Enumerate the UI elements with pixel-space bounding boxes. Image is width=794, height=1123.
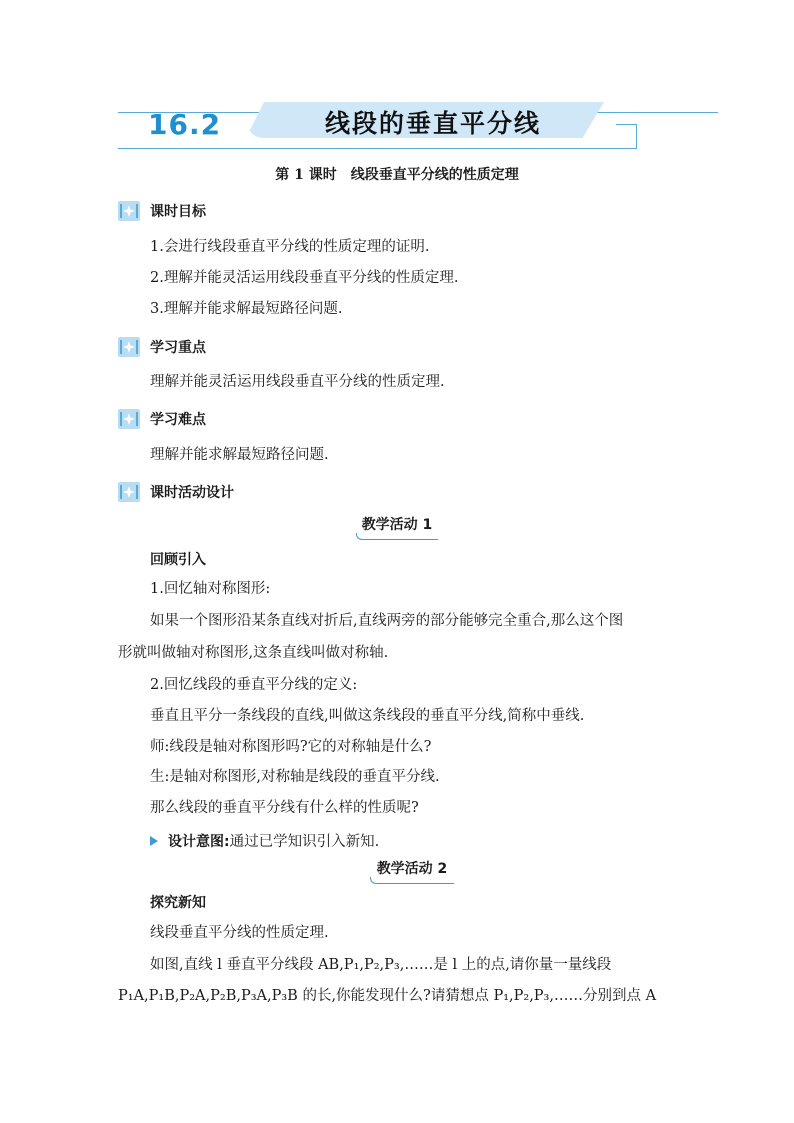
activity-1-line: 形就叫做轴对称图形,这条直线叫做对称轴. bbox=[118, 645, 389, 661]
activity-1-underline bbox=[356, 533, 438, 540]
activity-1-line: 2.回忆线段的垂直平分线的定义: bbox=[150, 677, 358, 693]
triangle-marker-icon bbox=[150, 836, 158, 846]
lesson-subtitle bbox=[0, 164, 794, 184]
section-design-label: 课时活动设计 bbox=[150, 485, 234, 501]
section-number: 16.2 bbox=[148, 108, 222, 141]
design-intent-text: 通过已学知识引入新知. bbox=[229, 834, 380, 850]
section-focus-label: 学习重点 bbox=[150, 340, 206, 356]
focus-text: 理解并能灵活运用线段垂直平分线的性质定理. bbox=[150, 374, 445, 390]
activity-2-heading: 探究新知 bbox=[150, 895, 206, 911]
lesson-number: 第 1 课时 bbox=[275, 167, 337, 183]
goal-item-2: 2.理解并能灵活运用线段垂直平分线的性质定理. bbox=[150, 270, 459, 286]
difficulty-text: 理解并能求解最短路径问题. bbox=[150, 447, 329, 463]
section-design-head bbox=[118, 480, 234, 504]
section-title: 线段的垂直平分线 bbox=[324, 109, 541, 138]
design-intent bbox=[150, 830, 379, 851]
goal-item-3: 3.理解并能求解最短路径问题. bbox=[150, 301, 343, 317]
section-focus-head bbox=[118, 335, 206, 359]
activity-1-line: 那么线段的垂直平分线有什么样的性质呢? bbox=[150, 800, 419, 816]
section-goals-label: 课时目标 bbox=[150, 204, 206, 220]
design-intent-label: 设计意图: bbox=[168, 833, 230, 850]
activity-1-tag bbox=[356, 514, 438, 540]
book-icon bbox=[118, 409, 140, 429]
activity-1-line: 师:线段是轴对称图形吗?它的对称轴是什么? bbox=[150, 739, 432, 755]
lesson-topic: 线段垂直平分线的性质定理 bbox=[350, 167, 519, 183]
chapter-banner bbox=[118, 100, 636, 156]
book-icon bbox=[118, 482, 140, 502]
activity-1-line: 如果一个图形沿某条直线对折后,直线两旁的部分能够完全重合,那么这个图 bbox=[150, 613, 624, 629]
activity-2-label: 教学活动 2 bbox=[376, 861, 448, 877]
activity-1-line: 垂直且平分一条线段的直线,叫做这条线段的垂直平分线,简称中垂线. bbox=[150, 708, 585, 724]
goal-item-1: 1.会进行线段垂直平分线的性质定理的证明. bbox=[150, 239, 430, 255]
activity-2-line: P₁A,P₁B,P₂A,P₂B,P₃A,P₃B 的长,你能发现什么?请猜想点 P₁,P₂,P₃,……分别到点 A bbox=[118, 988, 657, 1004]
activity-1-heading: 回顾引入 bbox=[150, 552, 206, 568]
book-icon bbox=[118, 201, 140, 221]
activity-2-underline bbox=[370, 877, 454, 884]
activity-1-label: 教学活动 1 bbox=[361, 517, 433, 533]
section-difficulty-head bbox=[118, 407, 206, 431]
activity-2-line: 线段垂直平分线的性质定理. bbox=[150, 925, 329, 941]
section-goals-head bbox=[118, 199, 206, 223]
activity-2-tag bbox=[370, 858, 454, 884]
banner-tail-rule bbox=[616, 124, 637, 149]
section-difficulty-label: 学习难点 bbox=[150, 412, 206, 428]
activity-2-line: 如图,直线 l 垂直平分线段 AB,P₁,P₂,P₃,……是 l 上的点,请你量一量线段 bbox=[150, 957, 612, 973]
activity-1-line: 1.回忆轴对称图形: bbox=[150, 581, 271, 597]
activity-1-line: 生:是轴对称图形,对称轴是线段的垂直平分线. bbox=[150, 769, 440, 785]
banner-bottom-rule bbox=[118, 148, 636, 149]
book-icon bbox=[118, 337, 140, 357]
